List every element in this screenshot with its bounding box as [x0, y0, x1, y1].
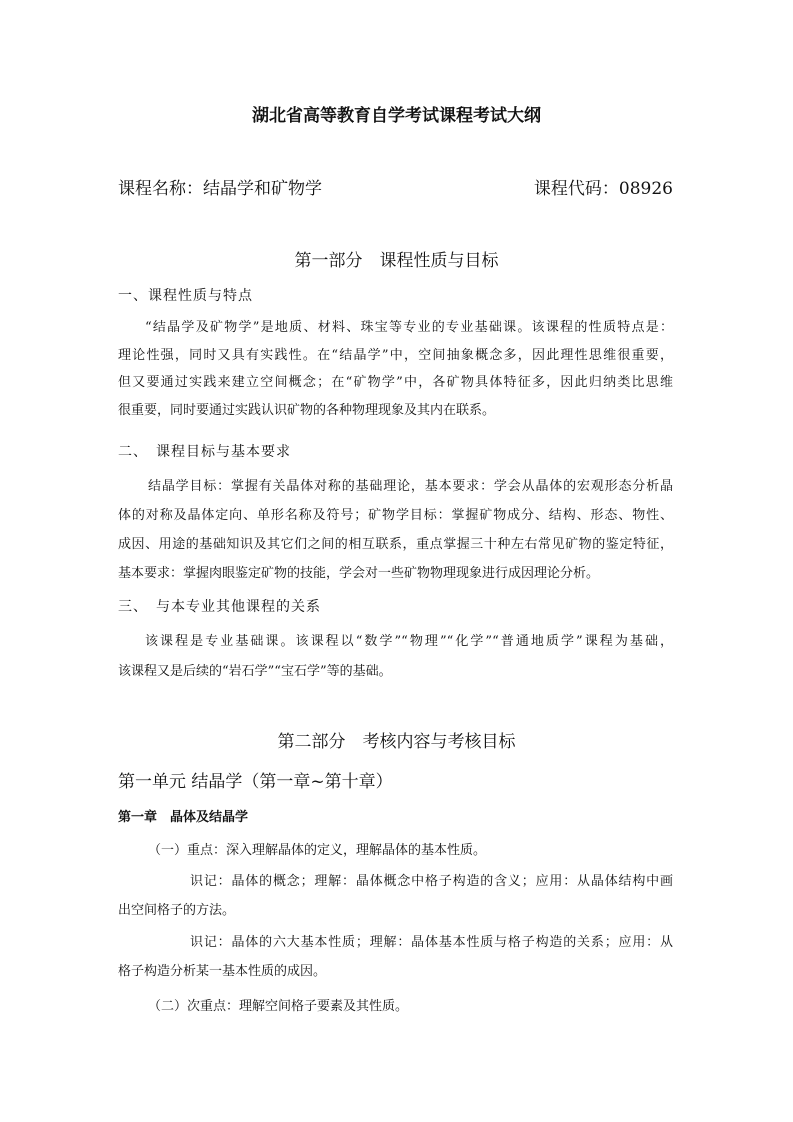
paragraph-line: 体的对称及晶体定向、单形名称及符号；矿物学目标：掌握矿物成分、结构、形态、物性、 [118, 508, 673, 523]
part2-heading: 第二部分 考核内容与考核目标 [277, 732, 516, 752]
unit-heading: 第一单元 结晶学（第一章~第十章） [118, 772, 393, 792]
paragraph-line: 基本要求：掌握肉眼鉴定矿物的技能，学会对一些矿物物理现象进行成因理论分析。 [118, 566, 600, 581]
paragraph-line: 成因、用途的基础知识及其它们之间的相互联系，重点掌握三十种左右常见矿物的鉴定特征， [118, 537, 673, 552]
paragraph-line: 出空间格子的方法。 [118, 903, 236, 918]
paragraph-line: 但又要通过实践来建立空间概念；在“矿物学”中，各矿物具体特征多，因此归纳类比思维 [118, 375, 673, 390]
paragraph-line: 识记：晶体的六大基本性质；理解：晶体基本性质与格子构造的关系；应用：从 [190, 935, 673, 950]
paragraph-line: “结晶学及矿物学”是地质、材料、珠宝等专业的专业基础课。该课程的性质特点是： [145, 320, 673, 335]
paragraph-line: 很重要，同时要通过实践认识矿物的各种物理现象及其内在联系。 [118, 403, 496, 418]
paragraph-line: （一）重点：深入理解晶体的定义，理解晶体的基本性质。 [148, 843, 487, 858]
section1-heading: 一、课程性质与特点 [118, 288, 253, 304]
document-title: 湖北省高等教育自学考试课程考试大纲 [252, 106, 541, 126]
paragraph-line: 理论性强，同时又具有实践性。在“结晶学”中，空间抽象概念多，因此理性思维很重要， [118, 348, 673, 363]
paragraph-line: 识记：晶体的概念；理解：晶体概念中格子构造的含义；应用：从晶体结构中画 [190, 874, 673, 889]
paragraph-line: 该课程又是后续的“岩石学”“宝石学”等的基础。 [118, 664, 392, 679]
paragraph-line: 格子构造分析某一基本性质的成因。 [118, 964, 327, 979]
part1-heading: 第一部分 课程性质与目标 [294, 251, 499, 271]
paragraph-line: （二）次重点：理解空间格子要素及其性质。 [148, 999, 409, 1014]
section3-heading: 三、 与本专业其他课程的关系 [118, 599, 321, 615]
course-code: 课程代码：08926 [533, 179, 673, 199]
course-name: 课程名称：结晶学和矿物学 [118, 179, 322, 199]
paragraph-line: 该课程是专业基础课。该课程以“数学”“物理”“化学”“普通地质学”课程为基础， [145, 634, 673, 649]
chapter-heading: 第一章 晶体及结晶学 [118, 810, 249, 825]
paragraph-line: 结晶学目标：掌握有关晶体对称的基础理论，基本要求：学会从晶体的宏观形态分析晶 [148, 479, 673, 494]
section2-heading: 二、 课程目标与基本要求 [118, 444, 291, 460]
